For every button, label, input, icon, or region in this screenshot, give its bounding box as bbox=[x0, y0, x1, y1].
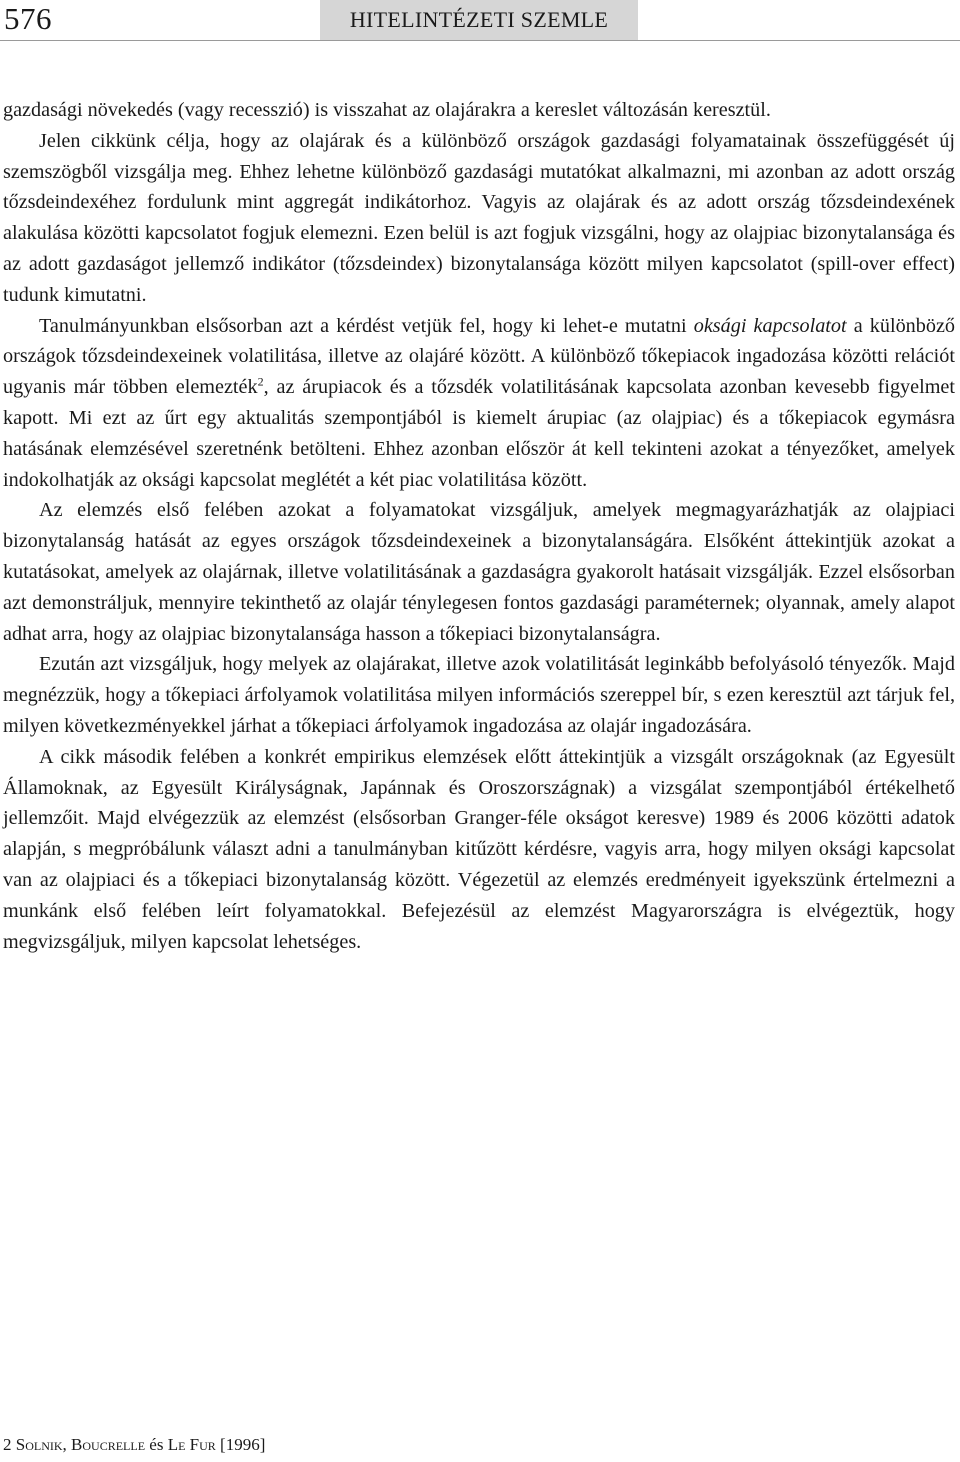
italic-term: oksági kapcsolatot bbox=[693, 314, 847, 337]
paragraph-text: , az árupiacok és a tőzsdék volatilitásának kapcsolata azonban kevesebb figyelmet kapott. Mi ezt az űrt egy aktualitás szempontjából is kiemelt árupiac (az olajpiac) és a tőkepiacok egymásra hatásának elemzésével szeretnénk betölteni. Ehhez azonban először át kell tekinteni azokat a tényezőket, amelyek indokolhatják az oksági kapcsolat meglétét a két piac volatilitása között. bbox=[3, 376, 955, 491]
footnote-reference[interactable]: 2 bbox=[257, 374, 264, 389]
paragraph-text: a különböző országok tőzsdeindexeinek volatilitása, illetve az olajáré között. A különböző tőkepiacok ingadozása közötti relációt ugyanis már többen elemezték bbox=[3, 314, 956, 399]
paragraph-next: Ezután azt vizsgáljuk, hogy melyek az olajárakat, illetve azok volatilitását leginkább befolyásoló tényezők. Majd megnézzük, hogy a tőkepiaci árfolyamok volatilitása milyen információs szereppel bír, s ezen keresztül azt tárjuk fel, milyen következményekkel járhat a tőkepiaci árfolyamok ingadozása az olajár ingadozására. bbox=[3, 653, 955, 737]
footnote-author: Le Fur bbox=[167, 1435, 216, 1454]
journal-title-text: HITELINTÉZETI SZEMLE bbox=[349, 7, 609, 32]
paragraph-text: Tanulmányunkban elsősorban azt a kérdést vetjük fel, hogy ki lehet-e mutatni bbox=[39, 314, 694, 337]
footnote-year: [1996] bbox=[220, 1435, 266, 1454]
article-body bbox=[3, 95, 955, 957]
paragraph-continuation: gazdasági növekedés (vagy recesszió) is visszahat az olajárakra a kereslet változásán keresztül. bbox=[3, 99, 771, 121]
footnote-conjunction: és bbox=[149, 1435, 164, 1454]
paragraph-research-question bbox=[3, 311, 955, 496]
paragraph-aim: Jelen cikkünk célja, hogy az olajárak és a különböző országok gazdasági folyamatainak összefüggését új szemszögből vizsgálja meg. Ehhez lehetne különböző gazdasági mutatókat alkalmazni, mi azonban az adott ország tőzsdeindexéhez fordulunk mint aggregát indikátorhoz. Vagyis az olajárak és az adott ország tőzsdeindexének alakulása közötti kapcsolatot fogjuk elemezni. Ezen belül is azt fogjuk vizsgálni, hogy az olajpiac bizonytalansága és az adott gazdaságot jellemző indikátor (tőzsdeindex) bizonytalansága között milyen kapcsolatot (spill-over effect) tudunk kimutatni. bbox=[3, 129, 955, 306]
header-rule bbox=[0, 40, 960, 41]
footnote-number: 2 bbox=[3, 1435, 12, 1454]
footnote-author: Solnik bbox=[15, 1435, 63, 1454]
journal-title bbox=[320, 0, 638, 40]
paragraph-second-half: A cikk második felében a konkrét empirikus elemzések előtt áttekintjük a vizsgált országoknak (az Egyesült Államoknak, az Egyesült Királyságnak, Japánnak és Oroszországnak) a vizsgálat szempontjából értékelhető jellemzőit. Majd elvégezzük az elemzést (elsősorban Granger-féle okságot keresve) 1989 és 2006 közötti adatok alapján, s megpróbálunk választ adni a tanulmányban kitűzött kérdésre, vagyis arra, hogy milyen oksági kapcsolat van az olajpiaci és a tőkepiaci bizonytalanság között. Végezetül az elemzés eredményeit igyekszünk értelmezni a munkánk első felében leírt folyamatokkal. Befejezésül az elemzést Magyarországra is elvégeztük, hogy megvizsgáljuk, milyen kapcsolat lehetséges. bbox=[3, 745, 955, 953]
paragraph-first-half: Az elemzés első felében azokat a folyamatokat vizsgáljuk, amelyek megmagyarázhatják az olajpiaci bizonytalanság hatását az egyes országok tőzsdeindexeinek a bizonytalanságára. Elsőként áttekintjük azokat a kutatásokat, amelyek az olajárnak, illetve volatilitásának a gazdaságra gyakorolt hatásait vizsgálják. Ezzel elsősorban azt demonstráljuk, mennyire tekinthető az olajár ténylegesen fontos gazdasági paraméternek; olyannak, amely alapot adhat arra, hogy az olajpiac bizonytalansága hasson a tőkepiaci bizonytalanságra. bbox=[3, 499, 955, 645]
page-number: 576 bbox=[4, 1, 52, 36]
footnote-author: Boucrelle bbox=[71, 1435, 146, 1454]
footnote: 2 Solnik, Boucrelle és Le Fur [1996] bbox=[3, 1435, 266, 1454]
